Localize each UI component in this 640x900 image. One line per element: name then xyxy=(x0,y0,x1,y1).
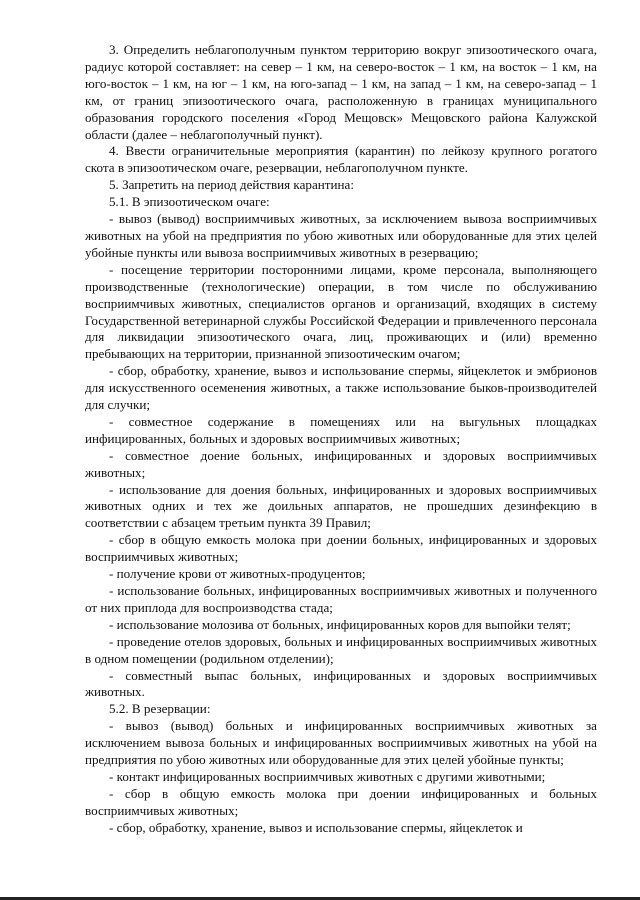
paragraph-item-5-2: 5.2. В резервации: xyxy=(109,701,211,717)
list-item: - проведение отелов здоровых, больных и инфицированных восприимчивых животных в одном помещении (родильном отделении); xyxy=(85,633,597,666)
list-item: - контакт инфицированных восприимчивых животных с другими животными; xyxy=(109,768,546,784)
paragraph-item-4: 4. Ввести ограничительные мероприятия (карантин) по лейкозу крупного рогатого скота в эпизоотическом очаге, резервации, неблагополучном пункте. xyxy=(85,143,597,176)
list-item: - совместное доение больных, инфицированных и здоровых восприимчивых животных; xyxy=(85,447,597,480)
paragraph-item-5-1: 5.1. В эпизоотическом очаге: xyxy=(109,194,270,210)
document-page xyxy=(85,42,597,837)
list-item: - сбор, обработку, хранение, вывоз и использование спермы, яйцеклеток и xyxy=(109,819,523,835)
list-item: - сбор, обработку, хранение, вывоз и использование спермы, яйцеклеток и эмбрионов для искусственного осеменения животных, а также использование быков-производителей для случки; xyxy=(85,363,597,413)
list-item: - использование для доения больных, инфицированных и здоровых восприимчивых животных одних и тех же доильных аппаратов, не прошедших дезинфекцию в соответствии с абзацем третьим пункта 39 Правил; xyxy=(85,481,597,531)
list-item: - совместное содержание в помещениях или на выгульных площадках инфицированных, больных и здоровых восприимчивых животных; xyxy=(85,413,597,446)
list-item: - сбор в общую емкость молока при доении инфицированных и больных восприимчивых животных; xyxy=(85,785,597,818)
list-item: - вывоз (вывод) больных и инфицированных восприимчивых животных за исключением вывоза больных и инфицированных восприимчивых животных на убой на предприятия по убою животных или оборудованные для этих целей убойные пункты; xyxy=(85,718,597,768)
list-item: - посещение территории посторонними лицами, кроме персонала, выполняющего производственные (технологические) операции, в том числе по обслуживанию восприимчивых животных, специалистов органов и организаций, входящих в систему Государственной ветеринарной службы Российской Федерации и привлеченного персонала для ликвидации эпизоотического очага, лиц, проживающих и (или) временно пребывающих на территории, признанной эпизоотическим очагом; xyxy=(85,261,597,362)
list-item: - совместный выпас больных, инфицированных и здоровых восприимчивых животных. xyxy=(85,667,597,700)
list-item: - использование больных, инфицированных восприимчивых животных и полученного от них приплода для воспроизводства стада; xyxy=(85,583,597,615)
paragraph-item-3: 3. Определить неблагополучным пунктом территорию вокруг эпизоотического очага, радиус которой составляет: на север – 1 км, на северо-восток – 1 км, на восток – 1 км, на юго-восток – 1 км, на юг – 1 км, на юго-запад – 1 км, на запад – 1 км, на северо-запад – 1 км, от границ эпизоотического очага, расположенную в границах муниципального образования городского поселения «Город Мещовск» Мещовского района Калужской области (далее – неблагополучный пункт). xyxy=(85,42,597,142)
list-item: - вывоз (вывод) восприимчивых животных, за исключением вывоза восприимчивых животных на убой на предприятия по убою животных или оборудованные для этих целей убойные пункты или вывоза восприимчивых животных в резервацию; xyxy=(85,211,597,260)
list-item: - получение крови от животных-продуцентов; xyxy=(109,566,366,582)
list-item: - использование молозива от больных, инфицированных коров для выпойки телят; xyxy=(109,616,571,632)
paragraph-item-5: 5. Запретить на период действия карантина: xyxy=(109,177,354,193)
list-item: - сбор в общую емкость молока при доении больных, инфицированных и здоровых восприимчивых животных; xyxy=(85,532,597,565)
